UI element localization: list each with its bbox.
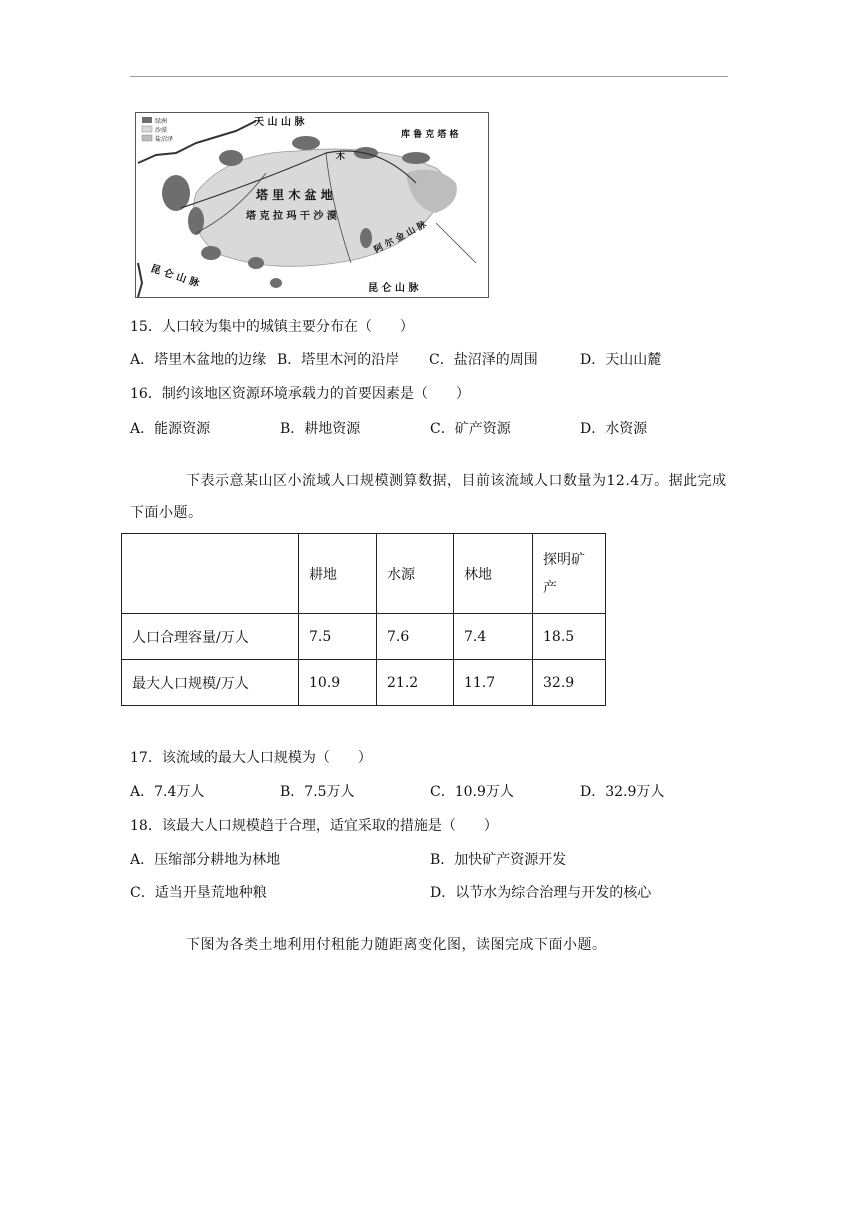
population-table (121, 533, 606, 706)
table-header-cell: 探明矿产 (533, 534, 606, 614)
header-rule (130, 76, 728, 77)
q17-option-d: D．32.9万人 (580, 784, 665, 800)
q18-option-d: D．以节水为综合治理与开发的核心 (430, 885, 652, 901)
q16-option-d: D．水资源 (580, 421, 648, 437)
q15-option-b: B．塔里木河的沿岸 (277, 352, 400, 368)
table-cell: 人口合理容量/万人 (122, 614, 299, 660)
label-altun: 阿 尔 金 山 脉 (372, 219, 429, 256)
table-row (122, 660, 606, 706)
q15-option-a: A．塔里木盆地的边缘 (130, 352, 267, 368)
question-16-stem: 16．制约该地区资源环境承载力的首要因素是（ ） (130, 386, 470, 402)
q17-option-c: C．10.9万人 (430, 784, 514, 800)
q16-option-a: A．能源资源 (130, 421, 211, 437)
map-legend (142, 117, 173, 143)
q15-option-c: C．盐沼泽的周围 (429, 352, 538, 368)
legend-salt-marsh: 盐沼泽 (155, 136, 174, 143)
table-header-cell: 林地 (454, 534, 533, 614)
q18-option-c: C．适当开垦荒地种粮 (130, 885, 267, 901)
table-cell: 18.5 (533, 614, 606, 660)
q16-option-c: C．矿产资源 (430, 421, 511, 437)
q15-option-d: D．天山山麓 (580, 352, 662, 368)
figure-intro-paragraph: 下图为各类土地利用付租能力随距离变化图，读图完成下面小题。 (186, 937, 607, 953)
tarim-basin-map (135, 112, 489, 298)
label-kunlun-left: 昆 仑 山 脉 (149, 263, 201, 290)
label-tianshan: 天 山 山 脉 (254, 117, 305, 128)
label-kuruktag: 库 鲁 克 塔 格 (401, 130, 459, 140)
table-cell: 7.5 (299, 614, 377, 660)
table-cell: 32.9 (533, 660, 606, 706)
table-intro-paragraph: 下表示意某山区小流域人口规模测算数据，目前该流域人口数量为12.4万。据此完成下面小题。 (130, 473, 727, 521)
label-tarim-basin: 塔 里 木 盆 地 (256, 188, 333, 202)
table-header-row (122, 534, 606, 614)
label-river: 木 (336, 152, 346, 162)
question-15-stem: 15．人口较为集中的城镇主要分布在（ ） (130, 319, 414, 335)
q18-option-b: B．加快矿产资源开发 (430, 852, 567, 868)
q17-option-b: B．7.5万人 (280, 784, 355, 800)
table-cell: 7.6 (377, 614, 454, 660)
table-cell: 7.4 (454, 614, 533, 660)
question-17-stem: 17．该流域的最大人口规模为（ ） (130, 750, 372, 766)
table-header-cell (122, 534, 299, 614)
label-taklamakan: 塔 克 拉 玛 干 沙 漠 (246, 211, 337, 222)
question-18-stem: 18．该最大人口规模趋于合理，适宜采取的措施是（ ） (130, 818, 498, 834)
legend-oasis: 绿洲 (155, 118, 168, 125)
table-cell: 21.2 (377, 660, 454, 706)
label-kunlun: 昆 仑 山 脉 (368, 283, 419, 294)
q18-option-a: A．压缩部分耕地为林地 (130, 852, 281, 868)
table-cell: 11.7 (454, 660, 533, 706)
legend-desert: 沙漠 (155, 127, 168, 134)
table-cell: 10.9 (299, 660, 377, 706)
q16-option-b: B．耕地资源 (280, 421, 361, 437)
q17-option-a: A．7.4万人 (130, 784, 205, 800)
table-row (122, 614, 606, 660)
desert-area (194, 149, 447, 266)
table-header-cell: 耕地 (299, 534, 377, 614)
table-cell: 最大人口规模/万人 (122, 660, 299, 706)
table-header-cell: 水源 (377, 534, 454, 614)
